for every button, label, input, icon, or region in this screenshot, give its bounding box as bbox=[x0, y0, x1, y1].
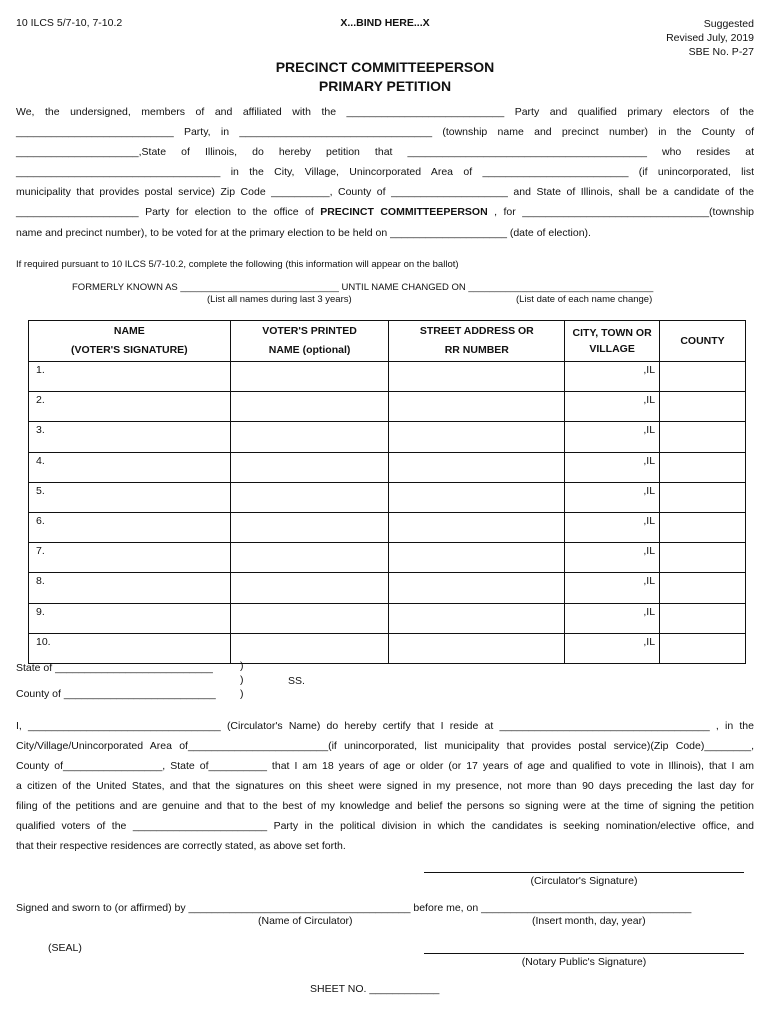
intro-line-6-start: _____________________ Party for election to the office of bbox=[16, 206, 321, 218]
city-cell[interactable]: ,IL bbox=[565, 482, 660, 512]
city-cell[interactable]: ,IL bbox=[565, 362, 660, 392]
street-address-cell[interactable] bbox=[389, 633, 565, 663]
signature-cell[interactable]: 6. bbox=[29, 512, 231, 542]
venue-paren-3: ) bbox=[240, 688, 244, 700]
county-cell[interactable] bbox=[660, 573, 746, 603]
printed-name-cell[interactable] bbox=[230, 482, 389, 512]
street-address-cell[interactable] bbox=[389, 362, 565, 392]
county-cell[interactable] bbox=[660, 452, 746, 482]
city-cell[interactable]: ,IL bbox=[565, 543, 660, 573]
street-address-cell[interactable] bbox=[389, 482, 565, 512]
street-address-cell[interactable] bbox=[389, 543, 565, 573]
intro-line-7[interactable]: name and precinct number), to be voted for at the primary election to be held on ____________________ (date of election). bbox=[16, 227, 591, 239]
printed-name-cell[interactable] bbox=[230, 633, 389, 663]
printed-name-cell[interactable] bbox=[230, 573, 389, 603]
form-info bbox=[666, 17, 754, 59]
table-row bbox=[29, 573, 746, 603]
street-address-cell[interactable] bbox=[389, 512, 565, 542]
office-name: PRECINCT COMMITTEEPERSON bbox=[320, 206, 488, 218]
venue-county[interactable]: County of __________________________ bbox=[16, 688, 216, 700]
county-cell[interactable] bbox=[660, 362, 746, 392]
county-cell[interactable] bbox=[660, 603, 746, 633]
street-address-cell[interactable] bbox=[389, 573, 565, 603]
table-row bbox=[29, 603, 746, 633]
formerly-known-as-line[interactable]: FORMERLY KNOWN AS ______________________________ UNTIL NAME CHANGED ON ___________________________________ bbox=[72, 282, 654, 293]
printed-name-cell[interactable] bbox=[230, 422, 389, 452]
signature-cell[interactable]: 10. bbox=[29, 633, 231, 663]
county-cell[interactable] bbox=[660, 392, 746, 422]
city-cell[interactable]: ,IL bbox=[565, 392, 660, 422]
suggested-label: Suggested bbox=[703, 18, 754, 30]
bind-here-marker: X...BIND HERE...X bbox=[340, 17, 430, 29]
name-of-circulator-label: (Name of Circulator) bbox=[258, 915, 353, 927]
affidavit-line-6[interactable]: qualified voters of the _______________________ Party in the political division in which the candidates is seeking nomination/elective office, and bbox=[16, 820, 754, 832]
title-line-1: PRECINCT COMMITTEEPERSON bbox=[275, 59, 495, 75]
signature-cell[interactable]: 1. bbox=[29, 362, 231, 392]
notary-signature-label: (Notary Public's Signature) bbox=[521, 956, 647, 968]
intro-line-2[interactable]: ___________________________ Party, in _________________________________ (township name and precinct number) in the County of bbox=[16, 126, 754, 138]
printed-name-cell[interactable] bbox=[230, 603, 389, 633]
intro-line-1[interactable]: We, the undersigned, members of and affiliated with the ___________________________ Party and qualified primary electors of the bbox=[16, 106, 754, 118]
table-header-row bbox=[29, 321, 746, 362]
county-cell[interactable] bbox=[660, 422, 746, 452]
county-cell[interactable] bbox=[660, 512, 746, 542]
table-row bbox=[29, 512, 746, 542]
intro-line-6-end: , for ________________________________(township bbox=[487, 206, 754, 218]
street-address-cell[interactable] bbox=[389, 422, 565, 452]
circulator-signature-line[interactable] bbox=[424, 872, 744, 873]
former-names-hint: (List all names during last 3 years) bbox=[207, 294, 352, 305]
venue-paren-2: ) bbox=[240, 674, 244, 686]
affidavit-line-7: that their respective residences are correctly stated, as above set forth. bbox=[16, 840, 346, 852]
header-street-address: STREET ADDRESS OR RR NUMBER bbox=[389, 321, 565, 362]
statute-reference: 10 ILCS 5/7-10, 7-10.2 bbox=[16, 17, 123, 29]
street-address-cell[interactable] bbox=[389, 603, 565, 633]
circulator-signature-label: (Circulator's Signature) bbox=[530, 875, 638, 887]
printed-name-cell[interactable] bbox=[230, 392, 389, 422]
header-county: COUNTY bbox=[660, 321, 746, 362]
table-row bbox=[29, 482, 746, 512]
intro-line-4[interactable]: ___________________________________ in the City, Village, Unincorporated Area of _________________________ (if unincorporated, list bbox=[16, 166, 754, 178]
intro-line-3[interactable]: _____________________,State of Illinois, do hereby petition that _________________________________________ who resides at bbox=[16, 146, 754, 158]
signature-cell[interactable]: 8. bbox=[29, 573, 231, 603]
header-city: CITY, TOWN OR VILLAGE bbox=[565, 321, 660, 362]
affidavit-line-4: a citizen of the United States, and that the signatures on this sheet were signed in my presence, not more than 90 days preceding the last day for bbox=[16, 780, 754, 792]
city-cell[interactable]: ,IL bbox=[565, 452, 660, 482]
header-name: NAME (VOTER'S SIGNATURE) bbox=[29, 321, 231, 362]
table-row bbox=[29, 633, 746, 663]
intro-line-6[interactable] bbox=[16, 206, 754, 218]
affidavit-line-1[interactable]: I, _________________________________ (Circulator's Name) do hereby certify that I reside at ____________________________________ , in the bbox=[16, 720, 754, 732]
intro-line-5[interactable]: municipality that provides postal service) Zip Code __________, County of ____________________ and State of Illinois, shall be a candidate of the bbox=[16, 186, 754, 198]
printed-name-cell[interactable] bbox=[230, 543, 389, 573]
city-cell[interactable]: ,IL bbox=[565, 603, 660, 633]
table-row bbox=[29, 452, 746, 482]
revised-date: Revised July, 2019 bbox=[666, 32, 754, 44]
printed-name-cell[interactable] bbox=[230, 362, 389, 392]
signature-table bbox=[28, 320, 746, 664]
printed-name-cell[interactable] bbox=[230, 452, 389, 482]
table-row bbox=[29, 422, 746, 452]
name-change-date-hint: (List date of each name change) bbox=[516, 294, 653, 305]
sheet-number[interactable]: SHEET NO. ____________ bbox=[310, 983, 440, 995]
printed-name-cell[interactable] bbox=[230, 512, 389, 542]
table-row bbox=[29, 543, 746, 573]
affidavit-line-2[interactable]: City/Village/Unincorporated Area of________________________(if unincorporated, list municipality that provides postal service)(Zip Code)________, bbox=[16, 740, 754, 752]
street-address-cell[interactable] bbox=[389, 392, 565, 422]
table-row bbox=[29, 362, 746, 392]
city-cell[interactable]: ,IL bbox=[565, 633, 660, 663]
county-cell[interactable] bbox=[660, 633, 746, 663]
signature-cell[interactable]: 7. bbox=[29, 543, 231, 573]
sworn-statement-line[interactable]: Signed and sworn to (or affirmed) by ______________________________________ before me, on ____________________________________ bbox=[16, 902, 692, 914]
venue-paren-1: ) bbox=[240, 660, 244, 672]
signature-cell[interactable]: 4. bbox=[29, 452, 231, 482]
city-cell[interactable]: ,IL bbox=[565, 422, 660, 452]
signature-cell[interactable]: 5. bbox=[29, 482, 231, 512]
venue-ss: SS. bbox=[288, 675, 305, 687]
signature-cell[interactable]: 3. bbox=[29, 422, 231, 452]
city-cell[interactable]: ,IL bbox=[565, 512, 660, 542]
insert-date-label: (Insert month, day, year) bbox=[532, 915, 646, 927]
notary-signature-line[interactable] bbox=[424, 953, 744, 954]
title-line-2: PRIMARY PETITION bbox=[318, 78, 452, 94]
affidavit-line-3[interactable]: County of_________________, State of__________ that I am 18 years of age or older (or 17 years of age and qualified to vote in Illinois), that I am bbox=[16, 760, 754, 772]
signature-cell[interactable]: 9. bbox=[29, 603, 231, 633]
header-printed-name: VOTER'S PRINTED NAME (optional) bbox=[230, 321, 389, 362]
table-row bbox=[29, 392, 746, 422]
county-cell[interactable] bbox=[660, 482, 746, 512]
signature-cell[interactable]: 2. bbox=[29, 392, 231, 422]
street-address-cell[interactable] bbox=[389, 452, 565, 482]
county-cell[interactable] bbox=[660, 543, 746, 573]
former-name-note: If required pursuant to 10 ILCS 5/7-10.2, complete the following (this information will appear on the ballot) bbox=[16, 259, 459, 270]
affidavit-line-5: filing of the petitions and are genuine and that to the best of my knowledge and belief the persons so signing were at the time of signing the petition bbox=[16, 800, 754, 812]
seal-label: (SEAL) bbox=[48, 942, 82, 954]
form-number: SBE No. P-27 bbox=[688, 46, 754, 58]
venue-state[interactable]: State of ___________________________ bbox=[16, 662, 213, 674]
city-cell[interactable]: ,IL bbox=[565, 573, 660, 603]
page-title bbox=[0, 58, 770, 96]
